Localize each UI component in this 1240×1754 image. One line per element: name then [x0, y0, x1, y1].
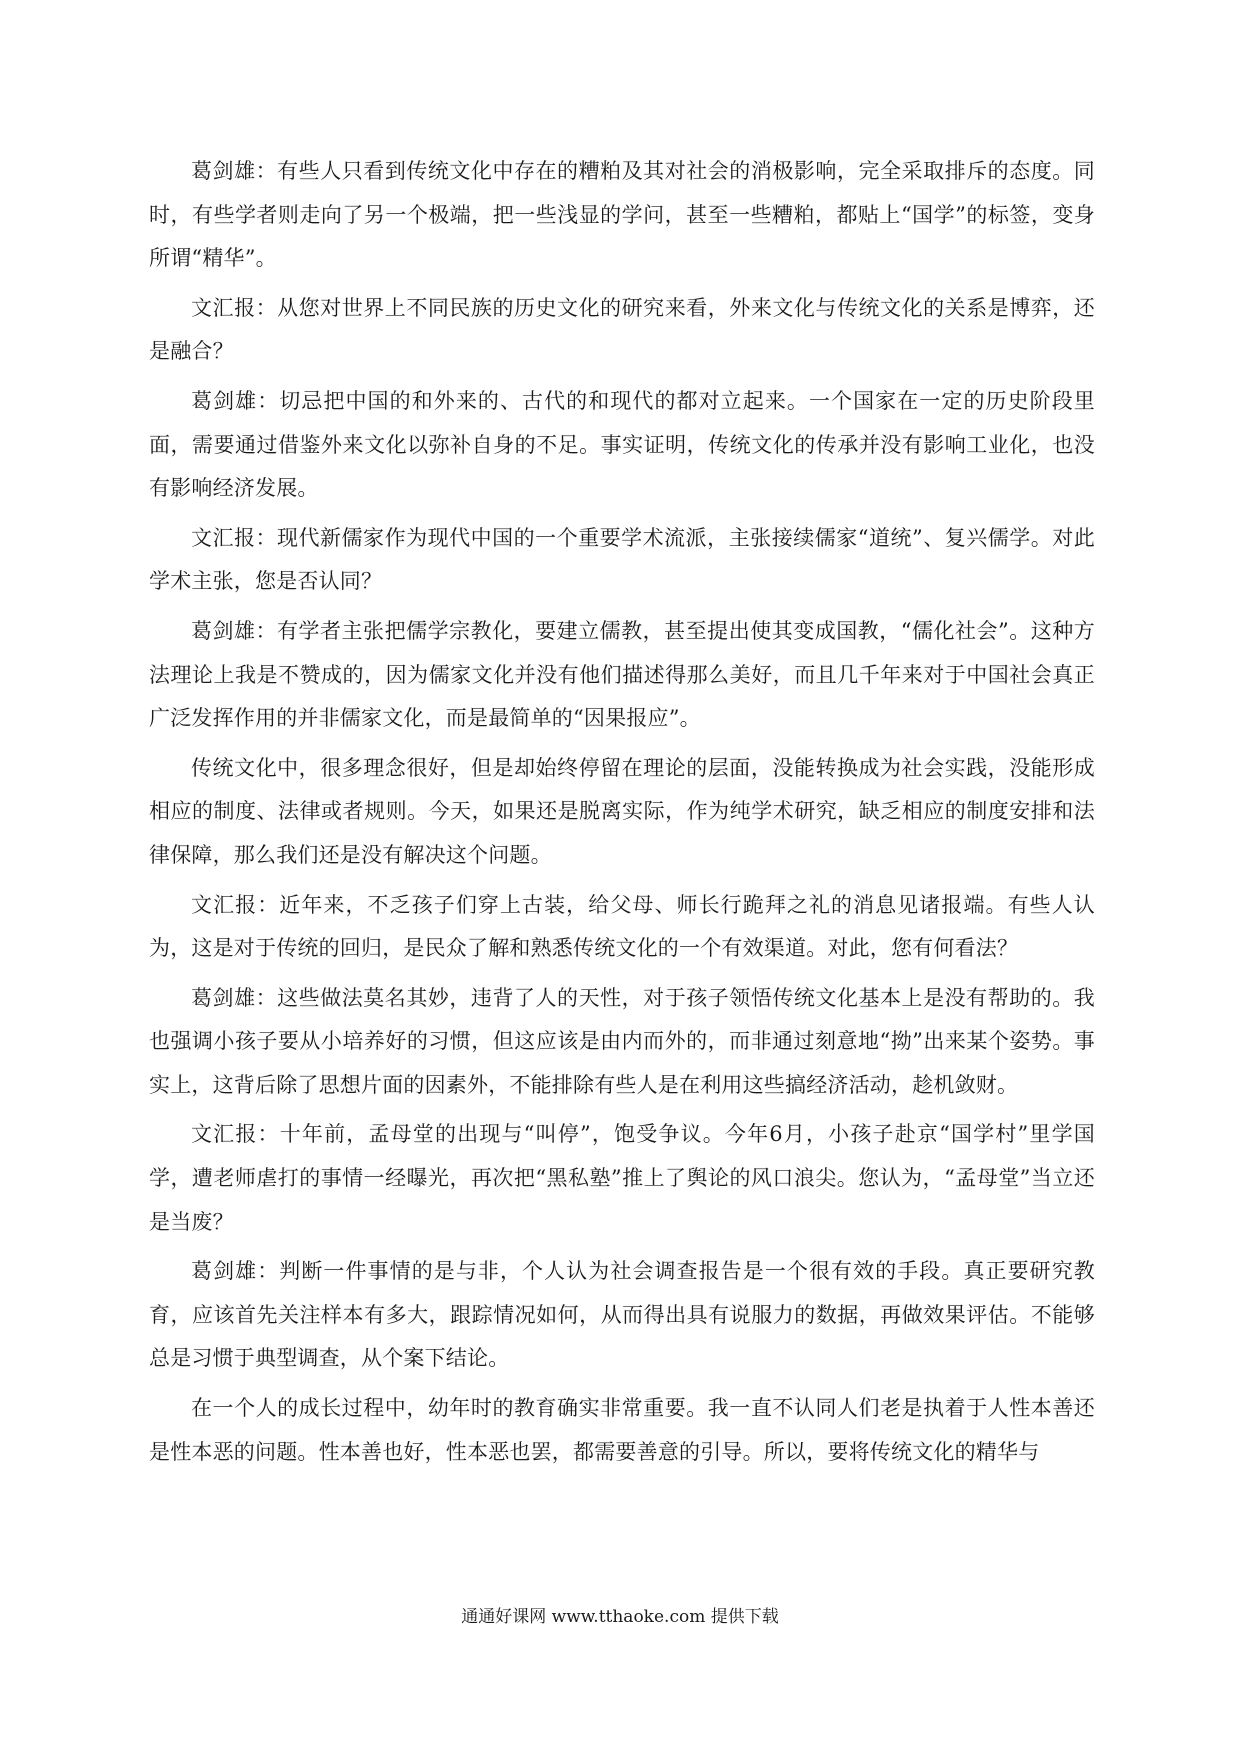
paragraph: 葛剑雄：切忌把中国的和外来的、古代的和现代的都对立起来。一个国家在一定的历史阶段里面，需要通过借鉴外来文化以弥补自身的不足。事实证明，传统文化的传承并没有影响工业化，也没有影响经济发展。: [149, 388, 1095, 501]
paragraph: 文汇报：现代新儒家作为现代中国的一个重要学术流派，主张接续儒家“道统”、复兴儒学。对此学术主张，您是否认同？: [149, 525, 1095, 594]
paragraph: 葛剑雄：有些人只看到传统文化中存在的糟粕及其对社会的消极影响，完全采取排斥的态度。同时，有些学者则走向了另一个极端，把一些浅显的学问，甚至一些糟粕，都贴上“国学”的标签，变身所谓“精华”。: [149, 159, 1095, 271]
paragraph: 文汇报：从您对世界上不同民族的历史文化的研究来看，外来文化与传统文化的关系是博弈，还是融合？: [149, 295, 1095, 364]
paragraph: 文汇报：近年来，不乏孩子们穿上古装，给父母、师长行跪拜之礼的消息见诸报端。有些人认为，这是对于传统的回归，是民众了解和熟悉传统文化的一个有效渠道。对此，您有何看法？: [149, 892, 1095, 961]
paragraph: 传统文化中，很多理念很好，但是却始终停留在理论的层面，没能转换成为社会实践，没能形成相应的制度、法律或者规则。今天，如果还是脱离实际，作为纯学术研究，缺乏相应的制度安排和法律保障，那么我们还是没有解决这个问题。: [149, 755, 1095, 867]
page-footer: 通通好课网 www.tthaoke.com 提供下载: [461, 1607, 779, 1627]
paragraph: 葛剑雄：判断一件事情的是与非，个人认为社会调查报告是一个很有效的手段。真正要研究教育，应该首先关注样本有多大，跟踪情况如何，从而得出具有说服力的数据，再做效果评估。不能够总是习惯于典型调查，从个案下结论。: [149, 1259, 1095, 1371]
paragraph: 文汇报：十年前，孟母堂的出现与“叫停”，饱受争议。今年6月，小孩子赴京“国学村”里学国学，遭老师虐打的事情一经曝光，再次把“黑私塾”推上了舆论的风口浪尖。您认为，“孟母堂”当立还是当废？: [149, 1122, 1095, 1234]
article-body: [149, 150, 1095, 1480]
paragraph: 葛剑雄：有学者主张把儒学宗教化，要建立儒教，甚至提出使其变成国教，“儒化社会”。这种方法理论上我是不赞成的，因为儒家文化并没有他们描述得那么美好，而且几千年来对于中国社会真正广泛发挥作用的并非儒家文化，而是最简单的“因果报应”。: [149, 618, 1095, 731]
paragraph: 葛剑雄：这些做法莫名其妙，违背了人的天性，对于孩子领悟传统文化基本上是没有帮助的。我也强调小孩子要从小培养好的习惯，但这应该是由内而外的，而非通过刻意地“拗”出来某个姿势。事实上，这背后除了思想片面的因素外，不能排除有些人是在利用这些搞经济活动，趁机敛财。: [149, 985, 1095, 1097]
paragraph: 在一个人的成长过程中，幼年时的教育确实非常重要。我一直不认同人们老是执着于人性本善还是性本恶的问题。性本善也好，性本恶也罢，都需要善意的引导。所以，要将传统文化的精华与: [149, 1396, 1095, 1464]
